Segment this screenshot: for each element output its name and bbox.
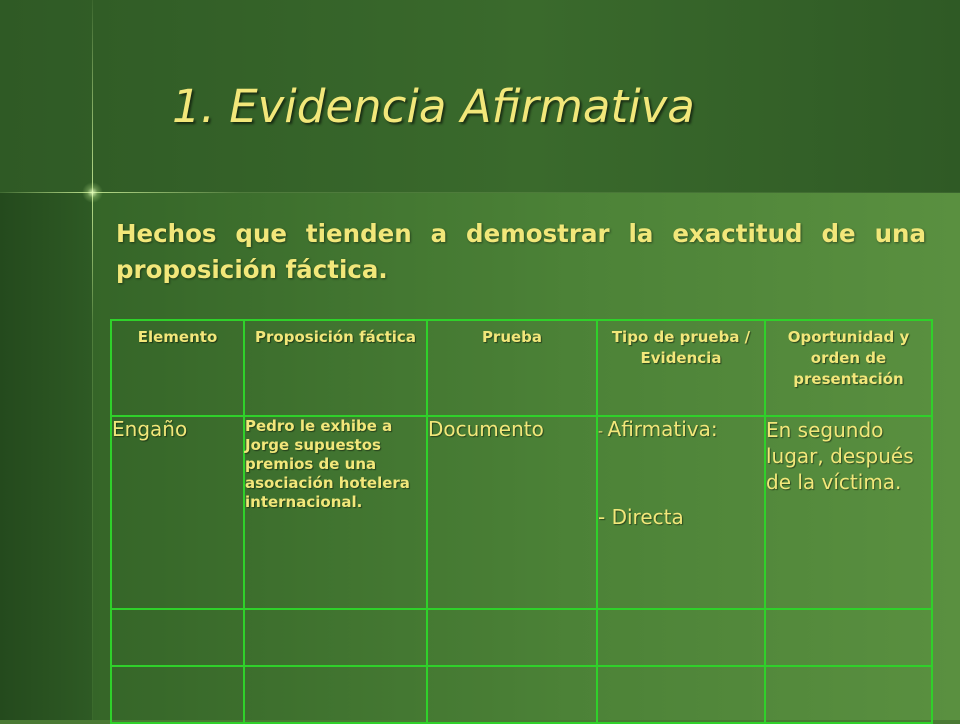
header-prueba: Prueba xyxy=(427,320,597,416)
cell-prueba: Documento xyxy=(427,416,597,609)
tipo-line-1 xyxy=(598,417,764,441)
empty-cell xyxy=(111,666,244,723)
empty-cell xyxy=(597,666,765,723)
cell-oportunidad: En segundo lugar, después de la víctima. xyxy=(765,416,932,609)
empty-cell xyxy=(597,609,765,666)
cell-proposicion: Pedro le exhibe a Jorge supuestos premios de una asociación hotelera internacional. xyxy=(244,416,427,609)
header-tipo: Tipo de prueba / Evidencia xyxy=(597,320,765,416)
header-oportunidad: Oportunidad y orden de presentación xyxy=(765,320,932,416)
slide-title: 1. Evidencia Afirmativa xyxy=(172,80,695,133)
left-panel-background xyxy=(0,193,92,720)
table-header-row xyxy=(111,320,932,416)
empty-cell xyxy=(765,609,932,666)
empty-cell xyxy=(111,609,244,666)
empty-cell xyxy=(427,609,597,666)
dash-bullet-icon: - xyxy=(598,424,608,440)
cell-tipo xyxy=(597,416,765,609)
cell-elemento: Engaño xyxy=(111,416,244,609)
decorative-horizontal-line xyxy=(0,192,960,193)
evidence-table xyxy=(110,319,933,724)
empty-cell xyxy=(765,666,932,723)
header-proposicion: Proposición fáctica xyxy=(244,320,427,416)
table-row-empty xyxy=(111,666,932,723)
empty-cell xyxy=(427,666,597,723)
decorative-vertical-line xyxy=(92,0,93,720)
empty-cell xyxy=(244,666,427,723)
sparkle-icon xyxy=(82,182,103,203)
tipo-afirmativa: Afirmativa: xyxy=(607,417,718,441)
tipo-directa: - Directa xyxy=(598,505,684,529)
table-row-empty xyxy=(111,609,932,666)
table-row xyxy=(111,416,932,609)
slide-subtitle: Hechos que tienden a demostrar la exactitud de una proposición fáctica. xyxy=(116,219,926,284)
header-elemento: Elemento xyxy=(111,320,244,416)
empty-cell xyxy=(244,609,427,666)
